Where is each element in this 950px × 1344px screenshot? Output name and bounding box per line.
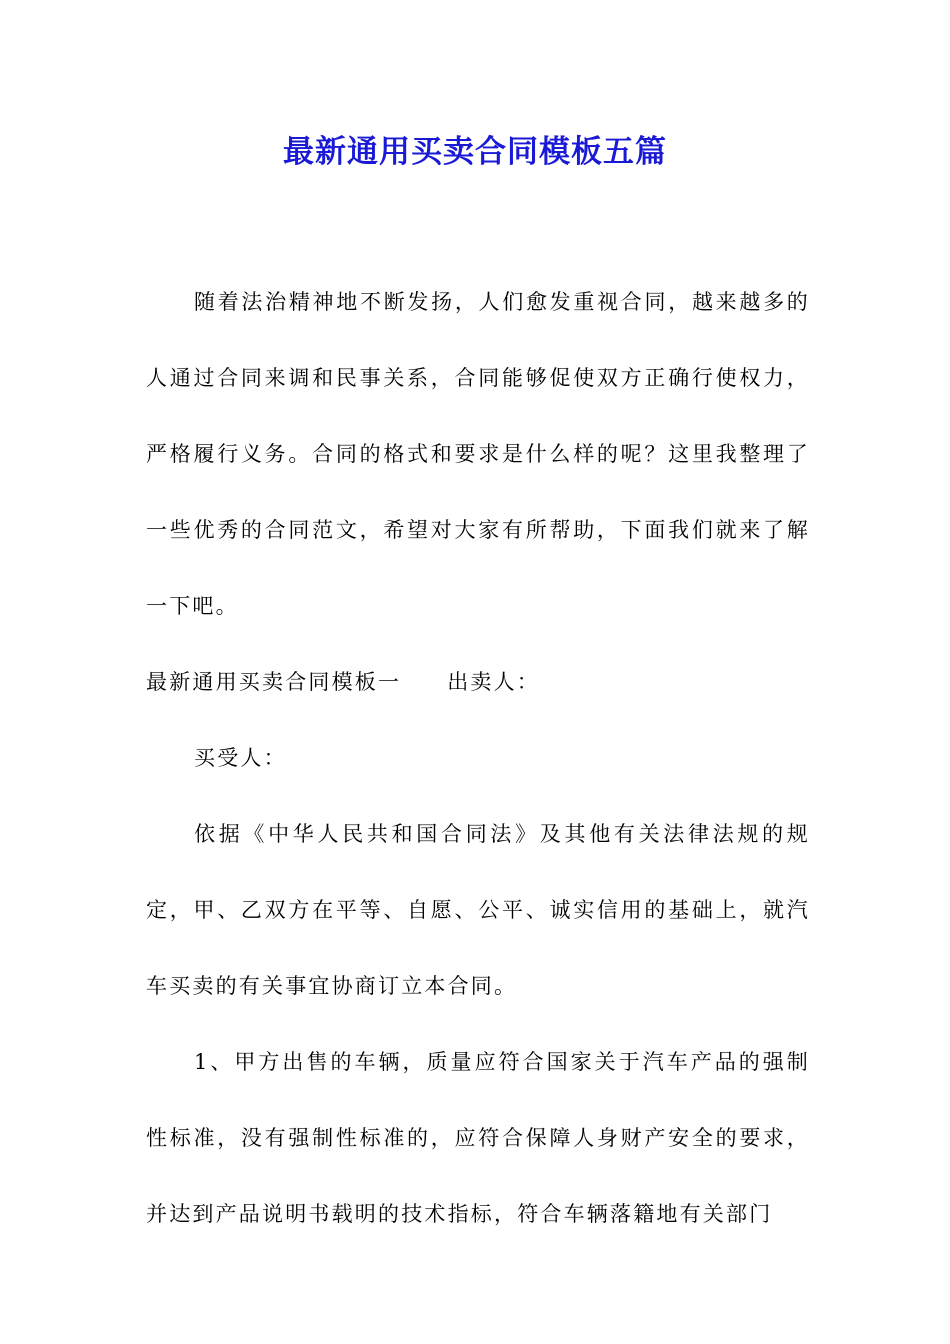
buyer-label: 买受人： — [194, 746, 287, 770]
document-body — [146, 264, 810, 1252]
section-heading: 最新通用买卖合同模板一 — [146, 670, 402, 694]
intro-paragraph: 随着法治精神地不断发扬，人们愈发重视合同，越来越多的人通过合同来调和民事关系，合同能够促使双方正确行使权力，严格履行义务。合同的格式和要求是什么样的呢？这里我整理了一些优秀的合同范文，希望对大家有所帮助，下面我们就来了解一下吧。 — [146, 290, 810, 618]
document-title: 最新通用买卖合同模板五篇 — [283, 134, 667, 170]
section-heading-line — [146, 644, 810, 720]
seller-label: 出卖人： — [447, 670, 541, 694]
basis-paragraph: 依据《中华人民共和国合同法》及其他有关法律法规的规定，甲、乙双方在平等、自愿、公平、诚实信用的基础上，就汽车买卖的有关事宜协商订立本合同。 — [146, 822, 810, 998]
clause-1-paragraph: 1、甲方出售的车辆，质量应符合国家关于汽车产品的强制性标准，没有强制性标准的，应符合保障人身财产安全的要求，并达到产品说明书载明的技术指标，符合车辆落籍地有关部门 — [146, 1050, 810, 1226]
